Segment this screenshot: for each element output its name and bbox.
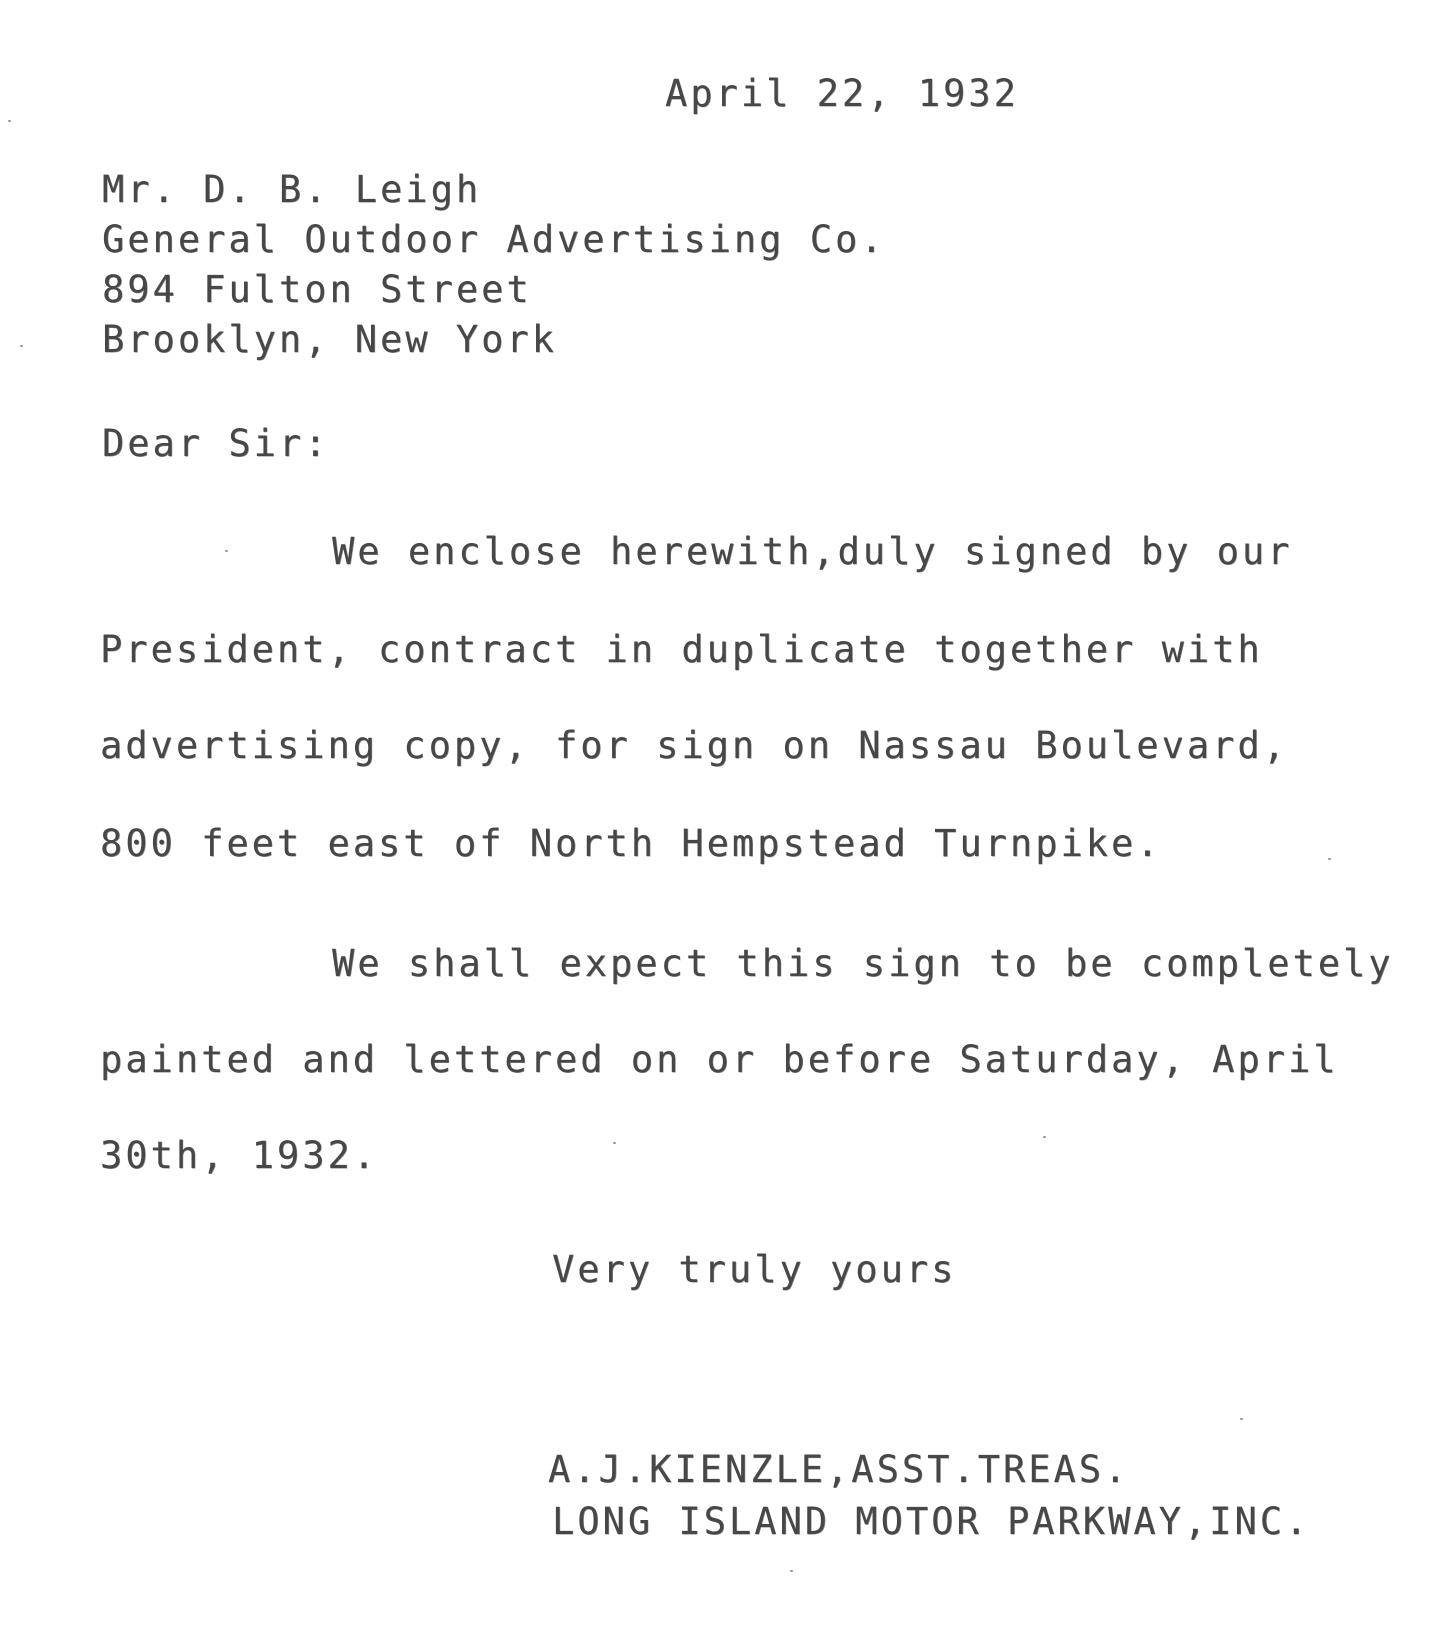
paragraph1-line2: President, contract in duplicate together with bbox=[100, 628, 1263, 671]
scan-speck bbox=[1328, 858, 1331, 860]
scan-speck bbox=[20, 345, 23, 347]
paragraph2-line2: painted and lettered on or before Saturday, April bbox=[100, 1038, 1339, 1081]
scan-speck bbox=[8, 120, 11, 122]
paragraph2-line3: 30th, 1932. bbox=[100, 1134, 379, 1177]
salutation: Dear Sir: bbox=[102, 422, 330, 465]
closing: Very truly yours bbox=[552, 1248, 957, 1291]
scan-speck bbox=[613, 1142, 616, 1144]
recipient-name: Mr. D. B. Leigh bbox=[102, 168, 482, 211]
scan-speck bbox=[1043, 1136, 1046, 1138]
scan-speck bbox=[790, 1570, 793, 1572]
paragraph1-line3: advertising copy, for sign on Nassau Boulevard, bbox=[100, 724, 1288, 767]
paragraph1-line1: We enclose herewith,duly signed by our bbox=[332, 530, 1293, 573]
recipient-street: 894 Fulton Street bbox=[102, 268, 532, 311]
letter-date: April 22, 1932 bbox=[665, 72, 1019, 115]
paragraph1-line4: 800 feet east of North Hempstead Turnpike. bbox=[100, 822, 1162, 865]
scan-speck bbox=[225, 550, 228, 552]
signature-company: LONG ISLAND MOTOR PARKWAY,INC. bbox=[552, 1500, 1311, 1543]
paragraph2-line1: We shall expect this sign to be completely bbox=[332, 942, 1394, 985]
signature-title: A.J.KIENZLE,ASST.TREAS. bbox=[548, 1448, 1130, 1491]
recipient-company: General Outdoor Advertising Co. bbox=[102, 218, 886, 261]
recipient-city: Brooklyn, New York bbox=[102, 318, 557, 361]
scan-speck bbox=[1240, 1418, 1243, 1420]
